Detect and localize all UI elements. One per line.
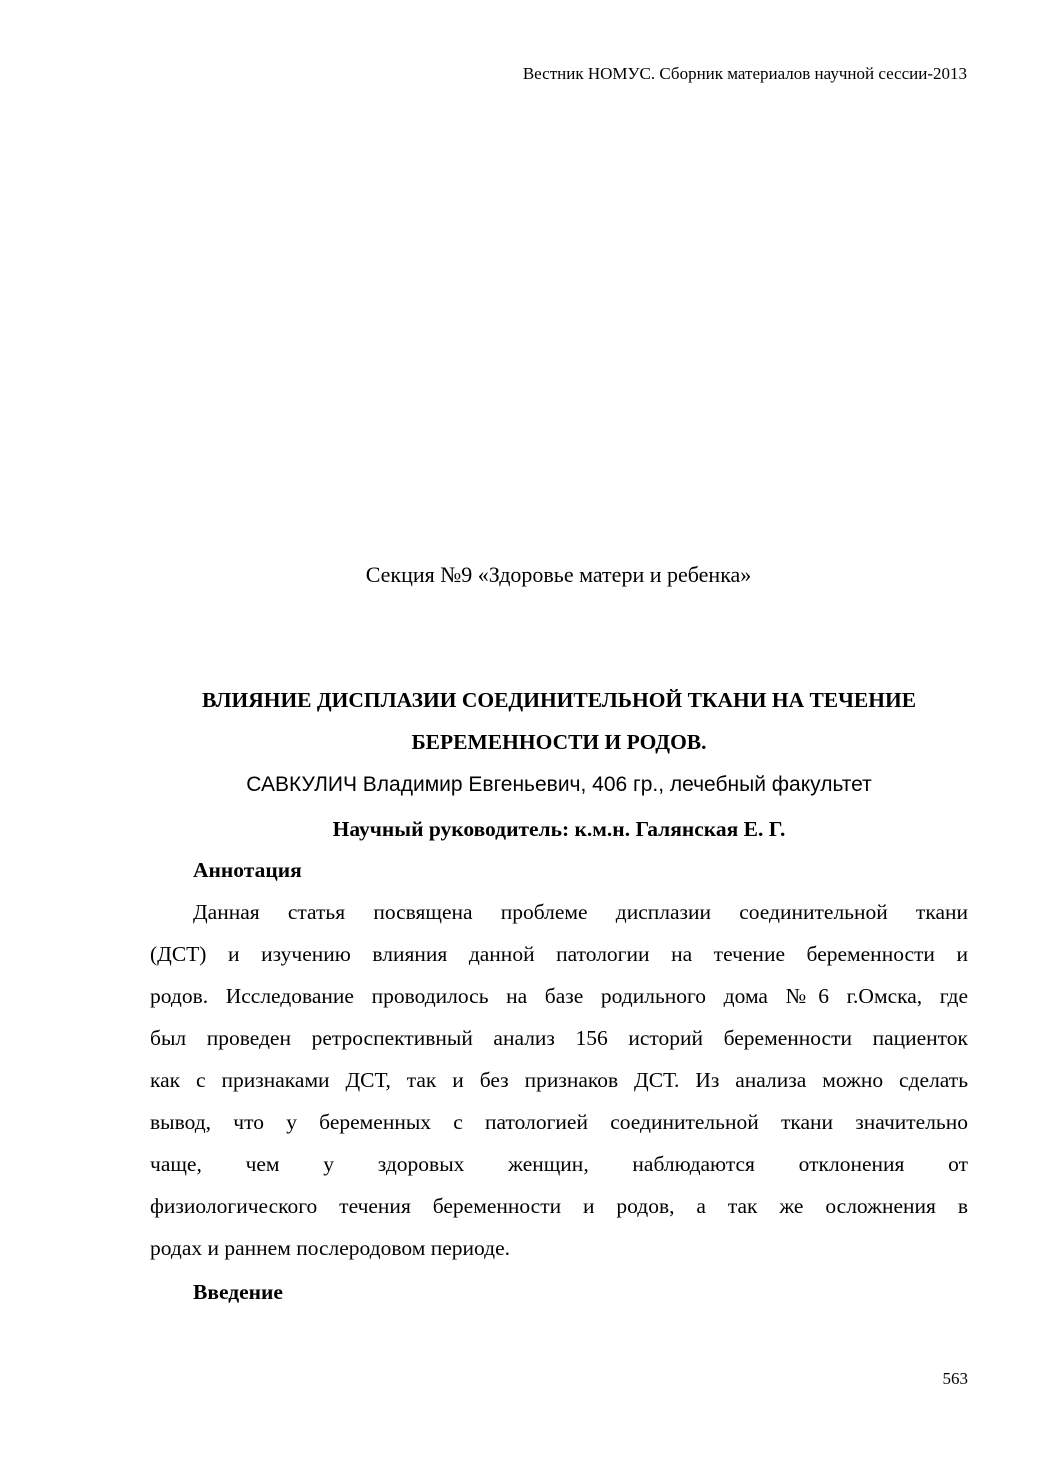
abstract-line: родах и раннем послеродовом периоде. [150,1236,510,1260]
abstract-body [150,896,968,1274]
supervisor-line: Научный руководитель: к.м.н. Галянская Е. Г. [332,817,786,841]
abstract-line: чаще, чем у здоровых женщин, наблюдаются отклонения от [150,1152,968,1176]
abstract-line: Данная статья посвящена проблеме дисплазии соединительной ткани [193,900,968,924]
article-title-line-2: БЕРЕМЕННОСТИ И РОДОВ. [411,730,707,754]
abstract-line: как с признаками ДСТ, так и без признаков ДСТ. Из анализа можно сделать [150,1068,968,1092]
section-title: Секция №9 «Здоровье матери и ребенка» [365,562,752,587]
intro-heading: Введение [193,1280,283,1304]
abstract-line: был проведен ретроспективный анализ 156 историй беременности пациенток [150,1026,968,1050]
article-title-line-1: ВЛИЯНИЕ ДИСПЛАЗИИ СОЕДИНИТЕЛЬНОЙ ТКАНИ НА ТЕЧЕНИЕ [201,688,917,712]
page-number: 563 [942,1369,968,1388]
author-line: САВКУЛИЧ Владимир Евгеньевич, 406 гр., лечебный факультет [246,773,872,796]
abstract-line: (ДСТ) и изучению влияния данной патологии на течение беременности и [150,942,968,966]
abstract-line: вывод, что у беременных с патологией соединительной ткани значительно [150,1110,968,1134]
abstract-line: родов. Исследование проводилось на базе родильного дома №6 г.Омска, где [150,984,968,1008]
running-header: Вестник НОМУС. Сборник материалов научной сессии-2013 [522,64,967,83]
abstract-line: физиологического течения беременности и родов, а так же осложнения в [150,1194,968,1218]
abstract-heading: Аннотация [193,858,302,882]
